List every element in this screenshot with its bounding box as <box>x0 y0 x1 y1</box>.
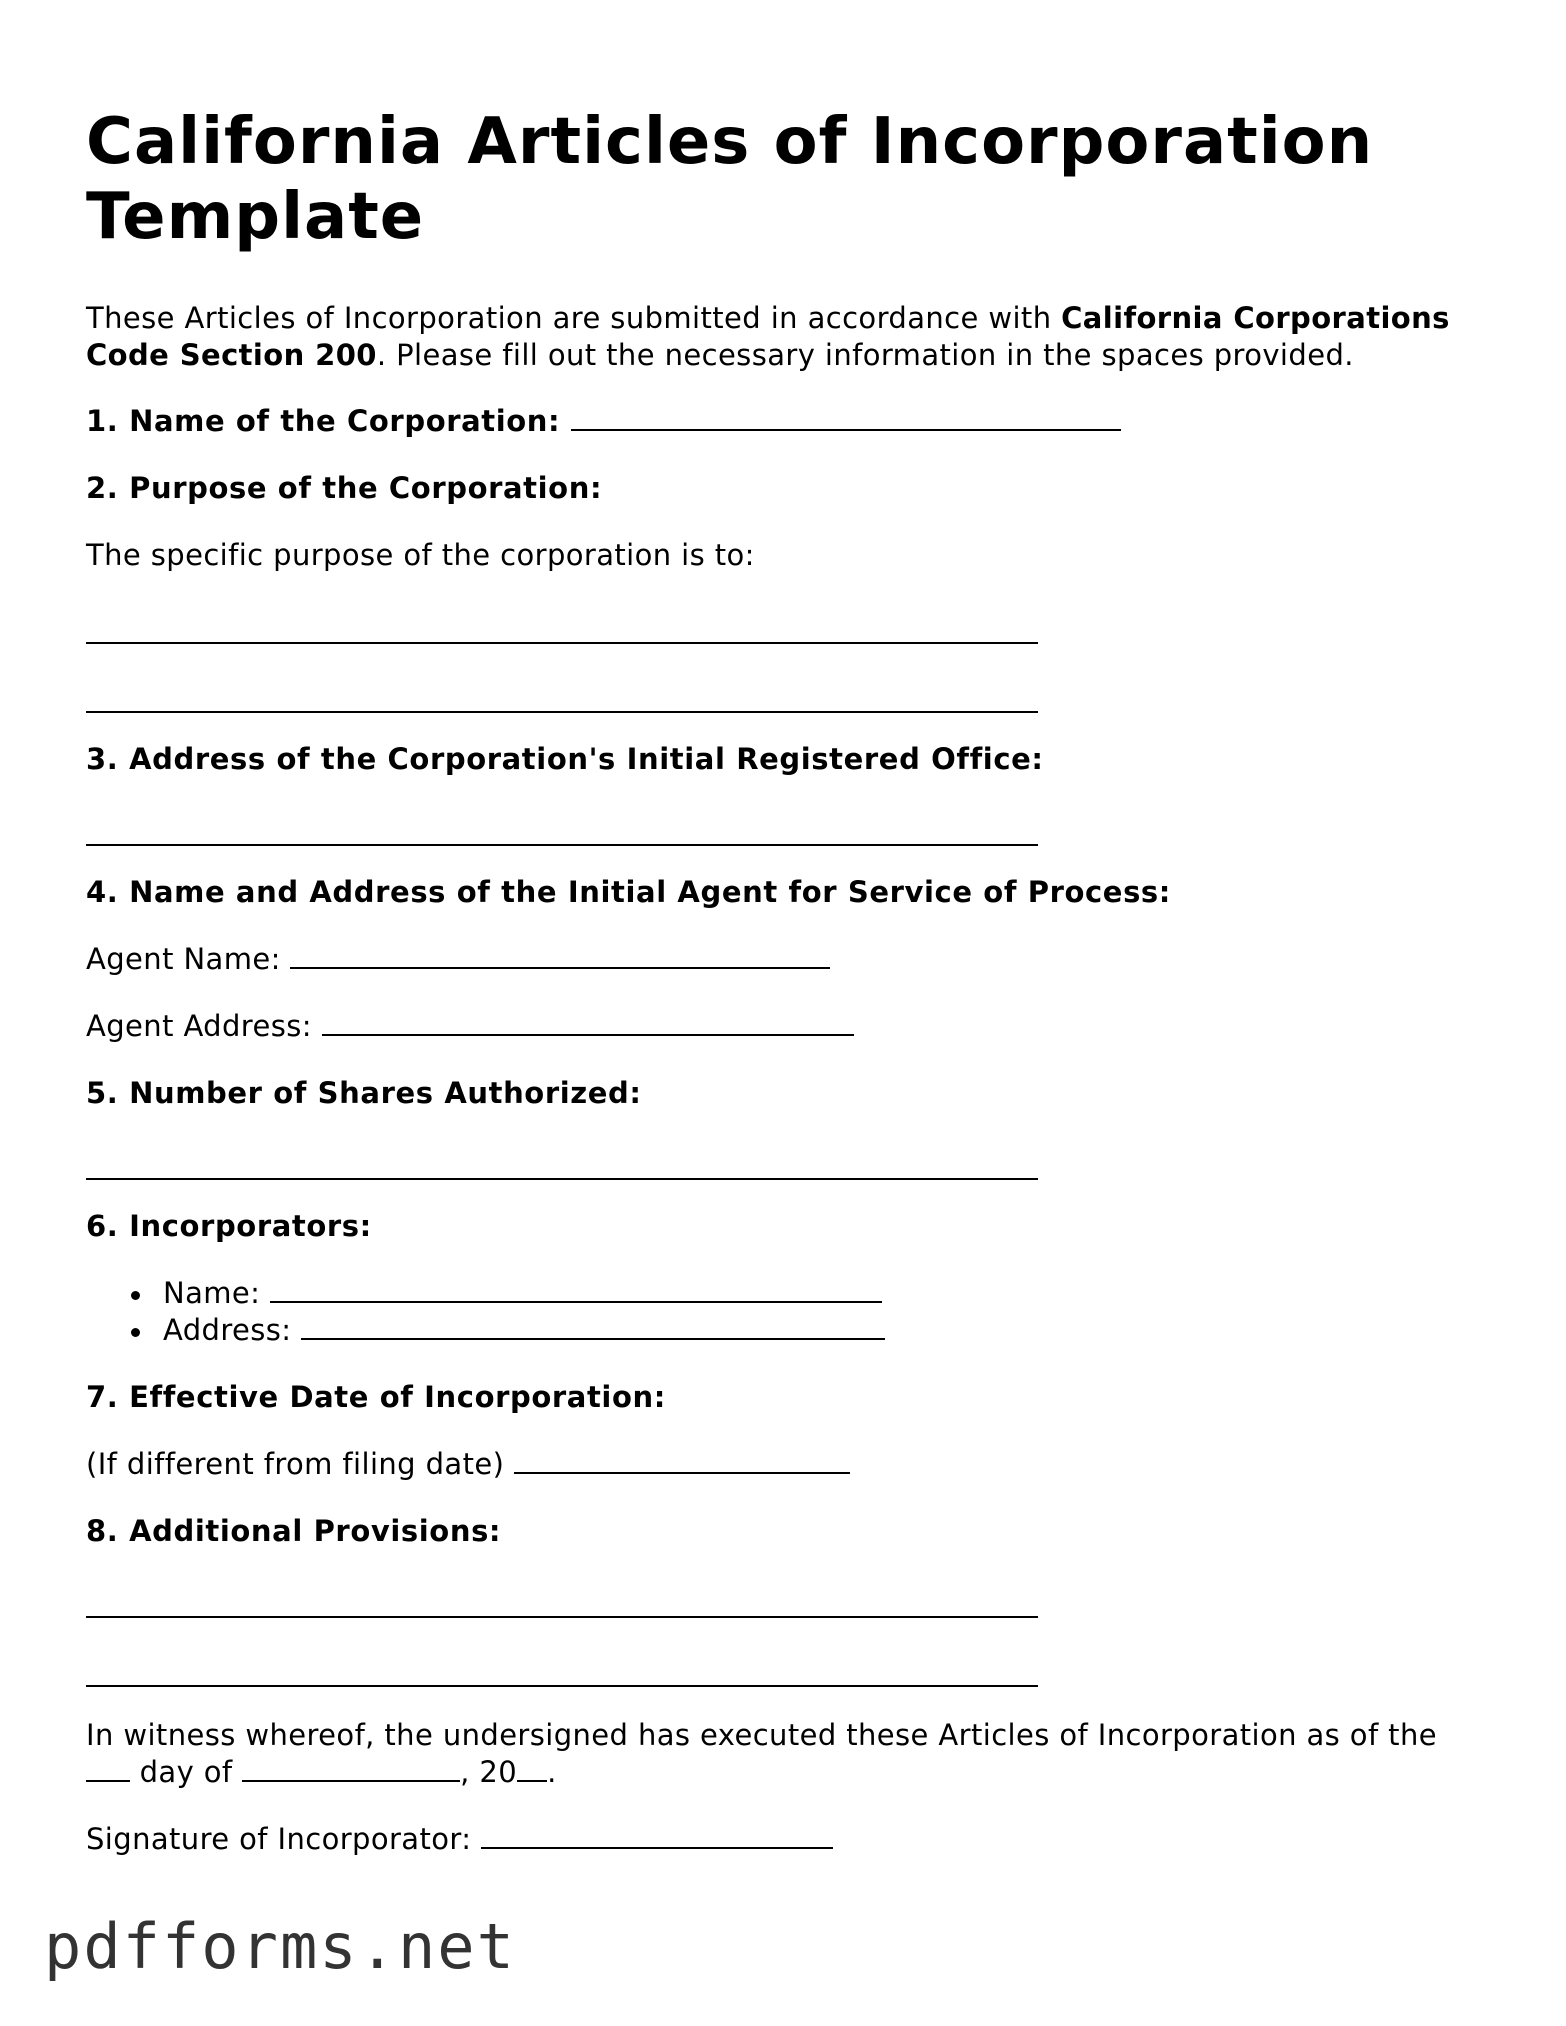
incorporator-address-field[interactable] <box>301 1314 885 1340</box>
section-6-heading: 6. Incorporators: <box>86 1209 372 1243</box>
agent-address-row <box>86 1008 1486 1045</box>
section-2-heading: 2. Purpose of the Corporation: <box>86 471 603 505</box>
effective-date-field[interactable] <box>514 1448 850 1474</box>
incorporator-address-label: Address: <box>163 1313 292 1347</box>
shares-authorized-field[interactable] <box>86 1152 1038 1180</box>
agent-address-field[interactable] <box>322 1010 854 1036</box>
additional-provisions-line-2[interactable] <box>86 1659 1038 1687</box>
watermark-logo: pdfforms.net <box>44 1910 516 1983</box>
purpose-field-line-1[interactable] <box>86 616 1038 644</box>
signature-label: Signature of Incorporator: <box>86 1822 472 1856</box>
incorporators-list <box>86 1275 1486 1349</box>
witness-year-field[interactable] <box>517 1756 547 1782</box>
intro-text-before: These Articles of Incorporation are submitted in accordance with <box>86 301 1062 335</box>
intro-text-after: . Please fill out the necessary information in the spaces provided. <box>376 338 1354 372</box>
witness-month-field[interactable] <box>242 1756 460 1782</box>
document-page <box>86 105 1486 1858</box>
section-1-row <box>86 403 1486 440</box>
section-1-heading: 1. Name of the Corporation: <box>86 404 561 438</box>
section-4-heading: 4. Name and Address of the Initial Agent for Service of Process: <box>86 875 1171 909</box>
purpose-intro-text: The specific purpose of the corporation is to: <box>86 538 755 572</box>
list-item <box>86 1275 1486 1312</box>
intro-code-reference: California Corporations Code Section 200 <box>86 301 1450 372</box>
corporation-name-field[interactable] <box>571 405 1121 431</box>
incorporator-name-field[interactable] <box>270 1277 882 1303</box>
signature-field[interactable] <box>481 1823 833 1849</box>
section-8-heading: 8. Additional Provisions: <box>86 1514 502 1548</box>
witness-day-field[interactable] <box>86 1756 130 1782</box>
document-title: California Articles of Incorporation Template <box>86 105 1374 254</box>
effective-date-label: (If different from filing date) <box>86 1447 505 1481</box>
witness-text-3: , 20 <box>460 1755 518 1789</box>
section-5-heading: 5. Number of Shares Authorized: <box>86 1076 642 1110</box>
witness-text-2: day of <box>139 1755 233 1789</box>
agent-address-label: Agent Address: <box>86 1009 312 1043</box>
agent-name-field[interactable] <box>290 943 830 969</box>
registered-office-address-field[interactable] <box>86 818 1038 846</box>
intro-paragraph <box>86 300 1486 374</box>
section-3-heading: 3. Address of the Corporation's Initial Registered Office: <box>86 742 1044 776</box>
agent-name-label: Agent Name: <box>86 942 281 976</box>
witness-paragraph <box>86 1717 1486 1791</box>
additional-provisions-line-1[interactable] <box>86 1590 1038 1618</box>
purpose-field-line-2[interactable] <box>86 685 1038 713</box>
effective-date-row <box>86 1446 1486 1483</box>
agent-name-row <box>86 941 1486 978</box>
witness-text-4: . <box>547 1755 557 1789</box>
incorporator-name-label: Name: <box>163 1276 261 1310</box>
section-7-heading: 7. Effective Date of Incorporation: <box>86 1380 666 1414</box>
signature-row <box>86 1821 1486 1858</box>
witness-text-1: In witness whereof, the undersigned has executed these Articles of Incorporation as of the <box>86 1718 1437 1752</box>
list-item <box>86 1312 1486 1349</box>
